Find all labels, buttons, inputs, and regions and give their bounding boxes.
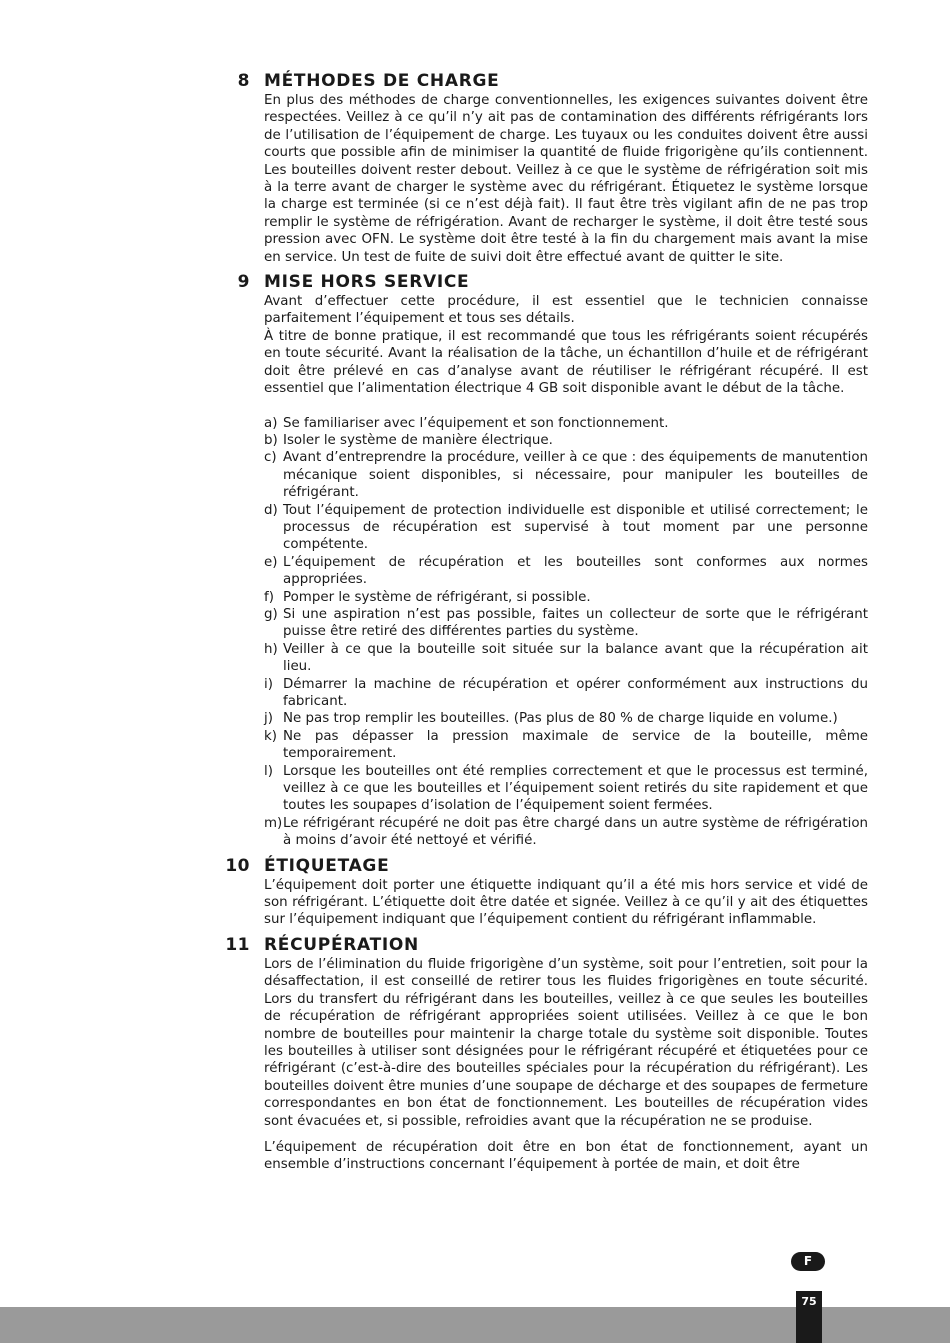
language-badge: F bbox=[791, 1252, 825, 1271]
section-paragraph: À titre de bonne pratique, il est recommandé que tous les réfrigérants soient récupérés en toute sécurité. Avant la réalisation de la tâche, un échantillon d’huile et de réfrigérant doit être prélevé en cas d’analyse avant de réutiliser le réfrigérant récupéré. Il est essentiel que l’alimentation électrique 4 GB soit disponible avant le début de la tâche. bbox=[264, 328, 868, 397]
list-item-text: Se familiariser avec l’équipement et son fonctionnement. bbox=[283, 415, 669, 431]
list-marker: k) bbox=[264, 728, 277, 744]
list-item-text: Lorsque les bouteilles ont été remplies correctement et que le processus est terminé, veillez à ce que les bouteilles et l’équipement soient retirés du site rapidement et que toutes les soupapes d’isolation de l’équipement soient fermées. bbox=[283, 763, 868, 814]
section-etiquetage bbox=[0, 855, 950, 929]
list-marker: d) bbox=[264, 502, 278, 518]
section-methodes-de-charge bbox=[0, 70, 950, 266]
list-item bbox=[264, 415, 868, 432]
list-item bbox=[264, 728, 868, 763]
list-item-text: Démarrer la machine de récupération et opérer conformément aux instructions du fabricant. bbox=[283, 676, 868, 709]
list-item-text: Ne pas dépasser la pression maximale de service de la bouteille, même temporairement. bbox=[283, 728, 868, 762]
list-item bbox=[264, 815, 868, 850]
section-paragraph: L’équipement de récupération doit être en bon état de fonctionnement, ayant un ensemble d’instructions concernant l’équipement à portée de main, et doit être bbox=[264, 1139, 868, 1173]
list-item-text: Isoler le système de manière électrique. bbox=[283, 432, 553, 448]
list-marker: h) bbox=[264, 641, 278, 657]
section-paragraph: Lors de l’élimination du fluide frigorigène d’un système, soit pour l’entretien, soit pour la désaffectation, il est conseillé de retirer tous les fluides frigorigènes en toute sécurité. Lors du transfert du réfrigérant dans les bouteilles, veillez à ce que seules les bouteilles de récupération de réfrigérant appropriées soient utilisées. Veillez à ce que le bon nombre de bouteilles pour maintenir la charge totale du système soit disponible. Toutes les bouteilles à utiliser sont désignées pour le réfrigérant récupéré et étiquetées pour ce réfrigérant (c’est-à-dire des bouteilles spéciales pour la récupération du réfrigérant). Les bouteilles doivent être munies d’une soupape de décharge et des soupapes de fermeture correspondantes en bon état de fonctionnement. Les bouteilles de récupération vides sont évacuées et, si possible, refroidies avant que la récupération ne se produise. bbox=[264, 956, 868, 1129]
list-marker: c) bbox=[264, 450, 277, 466]
section-mise-hors-service bbox=[0, 271, 950, 850]
list-marker: f) bbox=[264, 589, 274, 605]
procedure-list bbox=[0, 415, 950, 850]
section-paragraph: Avant d’effectuer cette procédure, il est essentiel que le technicien connaisse parfaitement l’équipement et tous ses détails. bbox=[264, 294, 868, 327]
list-marker: e) bbox=[264, 554, 278, 570]
list-item bbox=[264, 676, 868, 711]
list-item-text: Pomper le système de réfrigérant, si possible. bbox=[283, 589, 591, 605]
list-item bbox=[264, 589, 868, 606]
list-item bbox=[264, 763, 868, 815]
section-title: MÉTHODES DE CHARGE bbox=[264, 71, 500, 91]
section-number: 11 bbox=[225, 934, 250, 955]
page-content bbox=[0, 70, 950, 1174]
list-item bbox=[264, 710, 868, 727]
section-recuperation bbox=[0, 934, 950, 1174]
section-heading bbox=[0, 70, 950, 92]
list-item-text: Tout l’équipement de protection individuelle est disponible et utilisé correctement; le processus de récupération est supervisé à tout moment par une personne compétente. bbox=[283, 502, 868, 553]
list-item bbox=[264, 432, 868, 449]
list-marker: l) bbox=[264, 763, 273, 779]
section-number: 10 bbox=[225, 855, 250, 876]
list-marker: g) bbox=[264, 606, 278, 622]
section-title: MISE HORS SERVICE bbox=[264, 272, 470, 293]
section-heading bbox=[0, 934, 950, 956]
section-title: RÉCUPÉRATION bbox=[264, 934, 419, 955]
section-number: 9 bbox=[237, 272, 250, 293]
list-item-text: Avant d’entreprendre la procédure, veiller à ce que : des équipements de manutention mécanique soient disponibles, si nécessaire, pour manipuler les bouteilles de réfrigérant. bbox=[283, 450, 868, 501]
section-number: 8 bbox=[237, 71, 250, 91]
list-marker: m) bbox=[264, 815, 283, 831]
list-item-text: Si une aspiration n’est pas possible, faites un collecteur de sorte que le réfrigérant puisse être retiré des différentes parties du système. bbox=[283, 606, 868, 640]
page-number: 75 bbox=[796, 1291, 822, 1343]
list-item-text: Veiller à ce que la bouteille soit située sur la balance avant que la récupération ait lieu. bbox=[283, 641, 868, 675]
list-item bbox=[264, 449, 868, 501]
list-marker: j) bbox=[264, 711, 273, 727]
section-heading bbox=[0, 271, 950, 293]
list-item-text: Ne pas trop remplir les bouteilles. (Pas plus de 80 % de charge liquide en volume.) bbox=[283, 711, 838, 727]
list-item bbox=[264, 502, 868, 554]
list-item bbox=[264, 606, 868, 641]
section-paragraph: En plus des méthodes de charge conventionnelles, les exigences suivantes doivent être respectées. Veillez à ce qu’il n’y ait pas de contamination des différents réfrigérants lors de l’utilisation de l’équipement de charge. Les tuyaux ou les conduites doivent être aussi courts que possible afin de minimiser la quantité de fluide frigorigène qu’ils contiennent. Les bouteilles doivent rester debout. Veillez à ce que le système de réfrigération soit mis à la terre avant de charger le système avec du réfrigérant. Étiquetez le système lorsque la charge est terminée (si ce n’est déjà fait). Il faut être très vigilant afin de ne pas trop remplir le système de réfrigération. Avant de recharger le système, il doit être testé sous pression avec OFN. Le système doit être testé à la fin du chargement mais avant la mise en service. Un test de fuite de suivi doit être effectué avant de quitter le site. bbox=[264, 93, 868, 265]
list-item-text: L’équipement de récupération et les bouteilles sont conformes aux normes appropriées. bbox=[283, 554, 868, 588]
list-marker: a) bbox=[264, 415, 278, 431]
section-paragraph: L’équipement doit porter une étiquette indiquant qu’il a été mis hors service et vidé de son réfrigérant. L’étiquette doit être datée et signée. Veillez à ce qu’il y ait des étiquettes sur l’équipement indiquant que l’équipement contient du réfrigérant inflammable. bbox=[264, 877, 868, 928]
list-item-text: Le réfrigérant récupéré ne doit pas être chargé dans un autre système de réfrigération à moins d’avoir été nettoyé et vérifié. bbox=[283, 815, 868, 849]
list-marker: i) bbox=[264, 676, 273, 692]
section-title: ÉTIQUETAGE bbox=[264, 855, 390, 876]
list-item bbox=[264, 554, 868, 589]
list-item bbox=[264, 641, 868, 676]
list-marker: b) bbox=[264, 432, 278, 448]
section-heading bbox=[0, 855, 950, 877]
